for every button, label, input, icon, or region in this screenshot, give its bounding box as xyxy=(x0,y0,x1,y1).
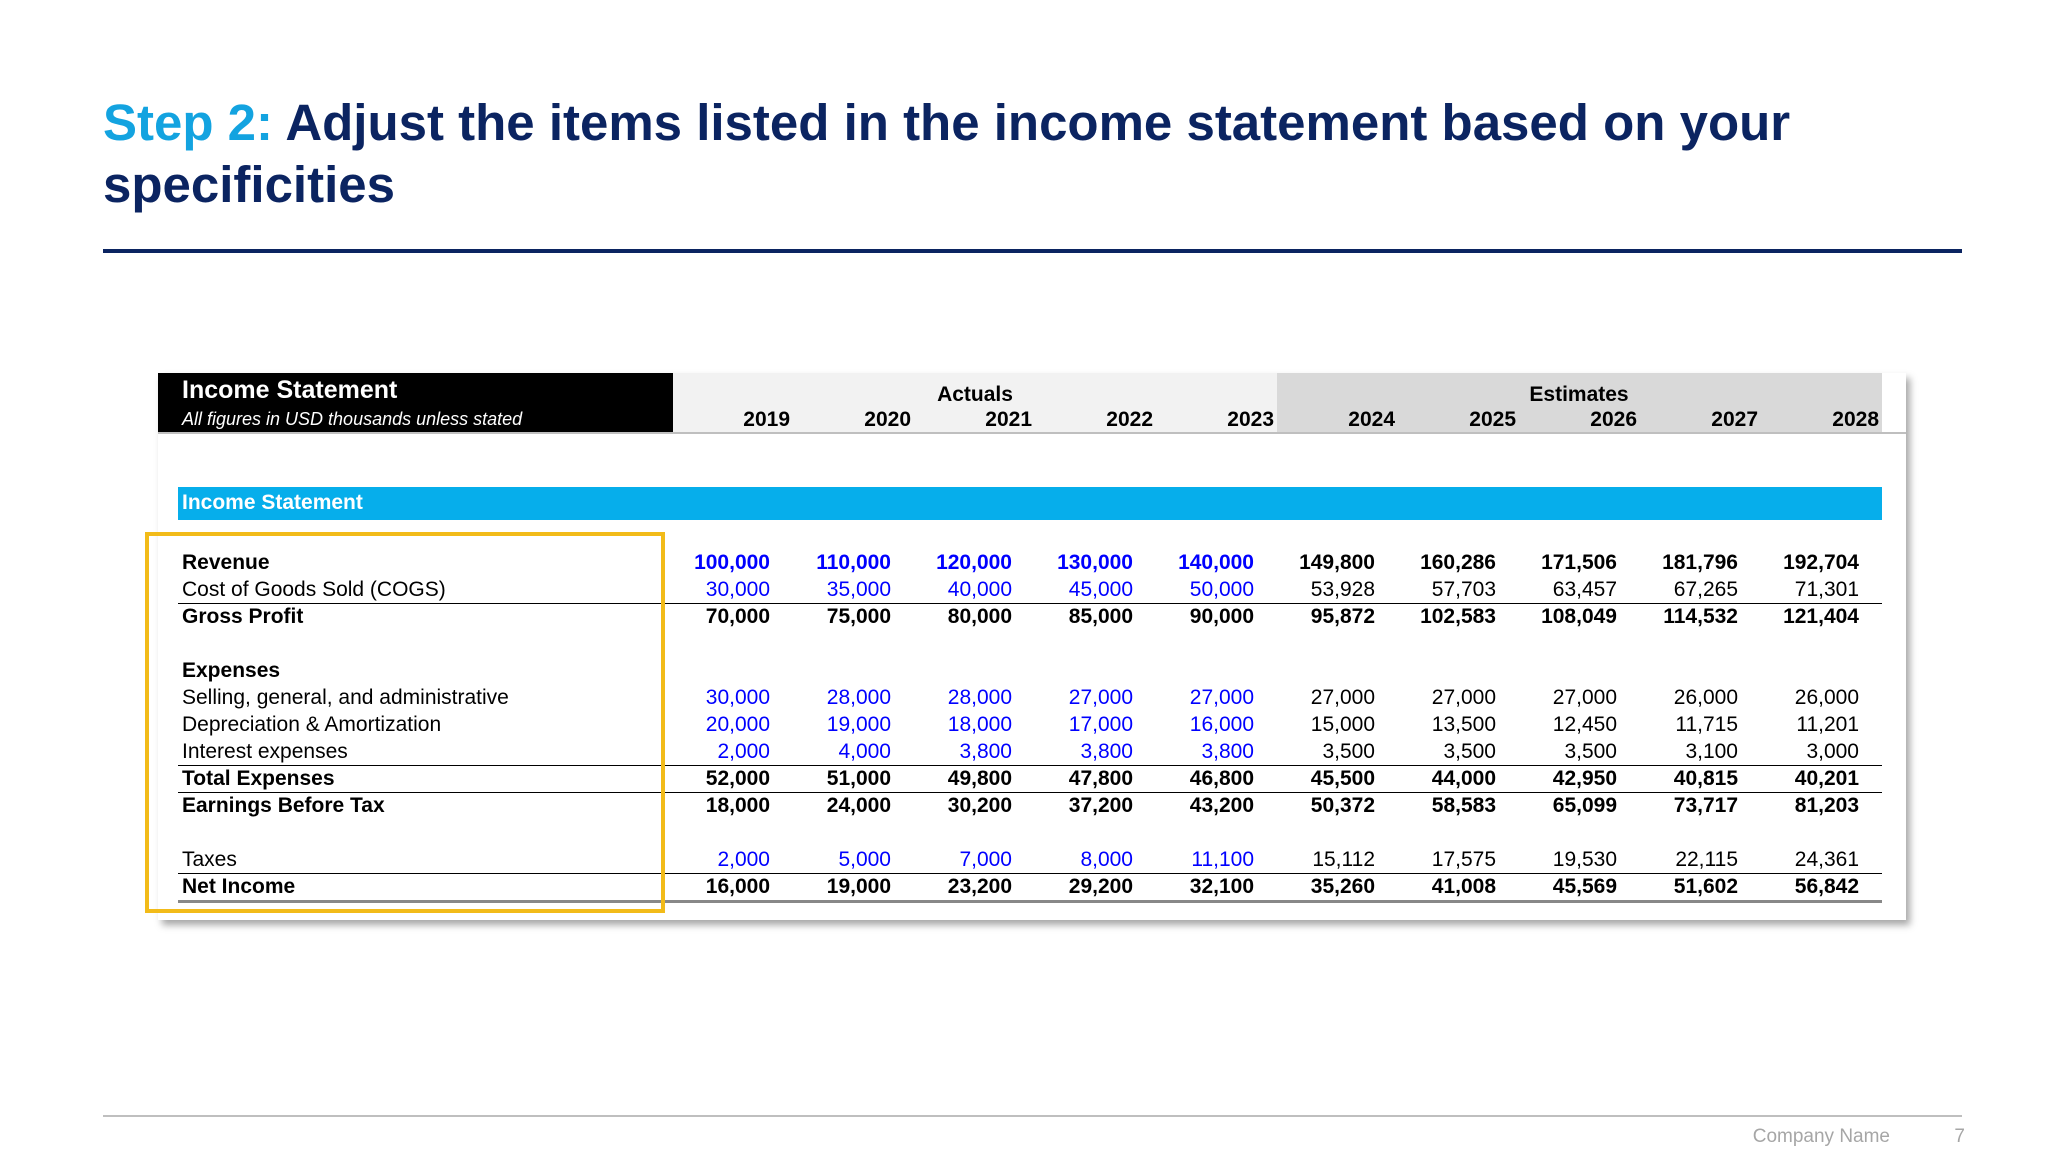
cell-value: 3,500 xyxy=(1443,740,1496,763)
cell-value: 44,000 xyxy=(1431,767,1496,790)
cell-value: 29,200 xyxy=(1068,875,1133,898)
cell-value: 23,200 xyxy=(947,875,1012,898)
table-header-title: Income Statement xyxy=(182,376,398,404)
footer-company-name: Company Name xyxy=(1752,1126,1890,1147)
cell-value: 56,842 xyxy=(1794,875,1859,898)
cell-value: 11,201 xyxy=(1796,713,1859,736)
cell-value: 50,372 xyxy=(1310,794,1375,817)
cell-value: 17,575 xyxy=(1431,848,1496,871)
cell-value: 28,000 xyxy=(826,686,891,709)
cell-value: 100,000 xyxy=(694,551,770,574)
row-label: Selling, general, and administrative xyxy=(182,686,509,709)
cell-value: 30,000 xyxy=(705,686,770,709)
cell-value: 18,000 xyxy=(705,794,770,817)
cell-value: 47,800 xyxy=(1068,767,1133,790)
cell-value: 5,000 xyxy=(838,848,891,871)
cell-value: 3,100 xyxy=(1685,740,1738,763)
cell-value: 3,800 xyxy=(1201,740,1254,763)
year-header: 2019 xyxy=(743,408,790,431)
cell-value: 80,000 xyxy=(947,605,1012,628)
row-label: Taxes xyxy=(182,848,237,871)
cell-value: 8,000 xyxy=(1080,848,1133,871)
year-header: 2020 xyxy=(864,408,911,431)
cell-value: 45,000 xyxy=(1068,578,1133,601)
title-divider xyxy=(103,249,1962,253)
cell-value: 75,000 xyxy=(826,605,891,628)
cell-value: 114,532 xyxy=(1663,605,1738,628)
cell-value: 12,450 xyxy=(1552,713,1617,736)
cell-value: 20,000 xyxy=(705,713,770,736)
cell-value: 45,500 xyxy=(1310,767,1375,790)
row-label: Depreciation & Amortization xyxy=(182,713,442,736)
cell-value: 32,100 xyxy=(1189,875,1254,898)
row-label: Gross Profit xyxy=(182,605,304,628)
cell-value: 49,800 xyxy=(947,767,1012,790)
cell-value: 90,000 xyxy=(1189,605,1254,628)
cell-value: 51,602 xyxy=(1673,875,1738,898)
cell-value: 26,000 xyxy=(1794,686,1859,709)
cell-value: 19,000 xyxy=(826,875,891,898)
cell-value: 2,000 xyxy=(717,740,770,763)
cell-value: 3,500 xyxy=(1322,740,1375,763)
cell-value: 7,000 xyxy=(959,848,1012,871)
cell-value: 71,301 xyxy=(1794,578,1859,601)
cell-value: 50,000 xyxy=(1189,578,1254,601)
cell-value: 40,000 xyxy=(947,578,1012,601)
cell-value: 28,000 xyxy=(947,686,1012,709)
header-divider xyxy=(158,432,1906,434)
cell-value: 24,000 xyxy=(826,794,891,817)
cell-value: 13,500 xyxy=(1431,713,1496,736)
cell-value: 45,569 xyxy=(1552,875,1617,898)
year-header: 2022 xyxy=(1106,408,1153,431)
year-header: 2024 xyxy=(1348,408,1395,431)
cell-value: 11,100 xyxy=(1191,848,1254,871)
cell-value: 46,800 xyxy=(1189,767,1254,790)
cell-value: 27,000 xyxy=(1431,686,1496,709)
cell-value: 19,000 xyxy=(826,713,891,736)
cell-value: 63,457 xyxy=(1552,578,1617,601)
cell-value: 16,000 xyxy=(705,875,770,898)
actuals-group-label: Actuals xyxy=(937,383,1013,406)
cell-value: 120,000 xyxy=(936,551,1012,574)
cell-value: 67,265 xyxy=(1673,578,1738,601)
year-header: 2023 xyxy=(1227,408,1274,431)
cell-value: 26,000 xyxy=(1673,686,1738,709)
cell-value: 130,000 xyxy=(1057,551,1133,574)
cell-value: 37,200 xyxy=(1068,794,1133,817)
table-header-title-block xyxy=(158,373,673,432)
cell-value: 85,000 xyxy=(1068,605,1133,628)
cell-value: 121,404 xyxy=(1783,605,1859,628)
cell-value: 27,000 xyxy=(1552,686,1617,709)
slide-title xyxy=(103,92,1983,216)
year-header: 2021 xyxy=(985,408,1032,431)
section-title: Income Statement xyxy=(182,491,363,514)
cell-value: 110,000 xyxy=(816,551,891,574)
cell-value: 3,800 xyxy=(1080,740,1133,763)
cell-value: 17,000 xyxy=(1068,713,1133,736)
cell-value: 27,000 xyxy=(1068,686,1133,709)
cell-value: 40,201 xyxy=(1794,767,1859,790)
cell-value: 3,000 xyxy=(1806,740,1859,763)
cell-value: 52,000 xyxy=(705,767,770,790)
cell-value: 24,361 xyxy=(1794,848,1859,871)
slide-title-step: Step 2: xyxy=(103,94,274,151)
table-header-subtitle: All figures in USD thousands unless stated xyxy=(182,409,523,429)
row-label: Total Expenses xyxy=(182,767,335,790)
cell-value: 73,717 xyxy=(1673,794,1738,817)
cell-value: 35,000 xyxy=(826,578,891,601)
cell-value: 30,200 xyxy=(947,794,1012,817)
cell-value: 108,049 xyxy=(1541,605,1617,628)
cell-value: 15,112 xyxy=(1312,848,1375,871)
cell-value: 30,000 xyxy=(705,578,770,601)
year-header: 2028 xyxy=(1832,408,1879,431)
year-header: 2026 xyxy=(1590,408,1637,431)
cell-value: 35,260 xyxy=(1310,875,1375,898)
cell-value: 65,099 xyxy=(1552,794,1617,817)
line-items-highlight-box xyxy=(145,532,665,913)
cell-value: 22,115 xyxy=(1675,848,1738,871)
estimates-group-label: Estimates xyxy=(1529,383,1629,406)
slide-title-text: Adjust the items listed in the income statement based on your specificities xyxy=(103,94,1791,213)
cell-value: 27,000 xyxy=(1189,686,1254,709)
row-label: Revenue xyxy=(182,551,270,574)
year-header: 2025 xyxy=(1469,408,1516,431)
cell-value: 171,506 xyxy=(1541,551,1617,574)
cell-value: 181,796 xyxy=(1662,551,1738,574)
cell-value: 4,000 xyxy=(838,740,891,763)
cell-value: 3,800 xyxy=(959,740,1012,763)
cell-value: 3,500 xyxy=(1564,740,1617,763)
cell-value: 149,800 xyxy=(1299,551,1375,574)
section-bar-income-statement xyxy=(178,487,1882,520)
cell-value: 2,000 xyxy=(717,848,770,871)
cell-value: 27,000 xyxy=(1310,686,1375,709)
footer-divider xyxy=(103,1115,1962,1117)
cell-value: 43,200 xyxy=(1189,794,1254,817)
cell-value: 19,530 xyxy=(1552,848,1617,871)
cell-value: 192,704 xyxy=(1783,551,1859,574)
cell-value: 140,000 xyxy=(1178,551,1254,574)
row-label: Earnings Before Tax xyxy=(182,794,385,817)
cell-value: 51,000 xyxy=(826,767,891,790)
cell-value: 15,000 xyxy=(1310,713,1375,736)
page-number: 7 xyxy=(1954,1126,1965,1147)
cell-value: 11,715 xyxy=(1675,713,1738,736)
cell-value: 53,928 xyxy=(1310,578,1375,601)
cell-value: 95,872 xyxy=(1310,605,1375,628)
cell-value: 57,703 xyxy=(1431,578,1496,601)
cell-value: 16,000 xyxy=(1189,713,1254,736)
cell-value: 160,286 xyxy=(1420,551,1496,574)
cell-value: 58,583 xyxy=(1431,794,1496,817)
row-label: Cost of Goods Sold (COGS) xyxy=(182,578,446,601)
cell-value: 40,815 xyxy=(1673,767,1738,790)
cell-value: 70,000 xyxy=(705,605,770,628)
year-header: 2027 xyxy=(1711,408,1758,431)
cell-value: 102,583 xyxy=(1420,605,1496,628)
cell-value: 18,000 xyxy=(947,713,1012,736)
row-label: Expenses xyxy=(182,659,281,682)
cell-value: 42,950 xyxy=(1552,767,1617,790)
row-label: Interest expenses xyxy=(182,740,348,763)
cell-value: 81,203 xyxy=(1794,794,1859,817)
cell-value: 41,008 xyxy=(1431,875,1496,898)
row-label: Net Income xyxy=(182,875,296,898)
